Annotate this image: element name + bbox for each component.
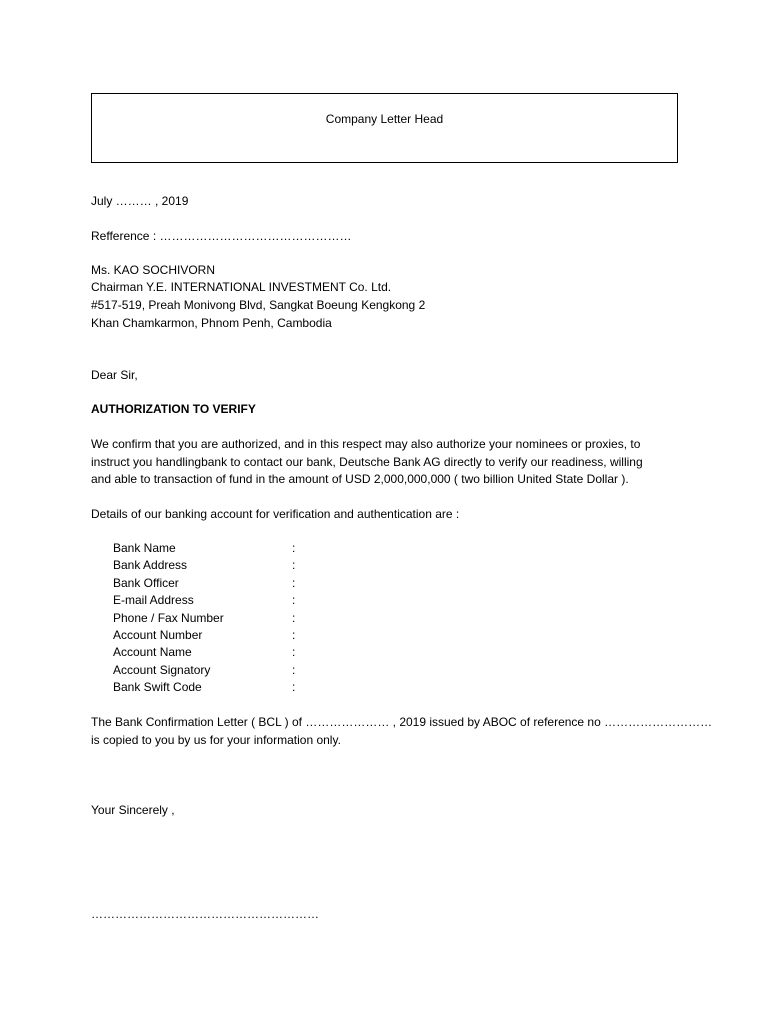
detail-label: Phone / Fax Number (113, 610, 224, 625)
detail-label: Account Name (113, 645, 192, 660)
detail-colon: : (292, 662, 296, 677)
paragraph-line: The Bank Confirmation Letter ( BCL ) of ………………… , 2019 issued by ABOC of reference no ……………………… (91, 715, 713, 729)
paragraph-line: is copied to you by us for your information only. (91, 732, 341, 747)
letterhead-box (91, 93, 678, 163)
bcl-paragraph (91, 714, 713, 749)
recipient-address-line-1: #517-519, Preah Monivong Blvd, Sangkat Boeung Kengkong 2 (91, 298, 426, 312)
salutation: Dear Sir, (91, 368, 138, 382)
paragraph-line: We confirm that you are authorized, and in this respect may also authorize your nominees or proxies, to (91, 437, 641, 451)
detail-colon: : (292, 610, 296, 625)
detail-colon: : (292, 645, 296, 660)
detail-label: Bank Officer (113, 575, 179, 590)
detail-colon: : (292, 541, 296, 555)
detail-label: Account Signatory (113, 662, 211, 677)
authorization-paragraph (91, 436, 691, 489)
detail-label: Bank Swift Code (113, 680, 202, 695)
paragraph-line: and able to transaction of fund in the amount of USD 2,000,000,000 ( two billion United State Dollar ). (91, 472, 629, 486)
detail-label: Bank Address (113, 558, 188, 573)
paragraph-line: instruct you handlingbank to contact our bank, Deutsche Bank AG directly to verify our readiness, willing (91, 454, 643, 469)
detail-label: Account Number (113, 627, 203, 642)
recipient-title: Chairman Y.E. INTERNATIONAL INVESTMENT Co. Ltd. (91, 280, 392, 294)
subject-heading: AUTHORIZATION TO VERIFY (91, 402, 256, 416)
detail-colon: : (292, 558, 296, 573)
detail-colon: : (292, 575, 296, 590)
letterhead-text: Company Letter Head (325, 112, 444, 126)
recipient-name: Ms. KAO SOCHIVORN (91, 263, 216, 277)
detail-colon: : (292, 593, 296, 608)
detail-colon: : (292, 627, 296, 642)
details-intro: Details of our banking account for verification and authentication are : (91, 507, 460, 521)
detail-colon: : (292, 680, 296, 695)
letter-date: July ……… , 2019 (91, 194, 189, 208)
recipient-address-line-2: Khan Chamkarmon, Phnom Penh, Cambodia (91, 316, 332, 330)
reference-line: Refference : ………………………………………… (91, 229, 352, 243)
closing: Your Sincerely , (91, 803, 175, 817)
signature-line: ………………………………………………… (91, 907, 319, 921)
detail-label: E-mail Address (113, 593, 194, 608)
detail-label: Bank Name (113, 541, 176, 555)
